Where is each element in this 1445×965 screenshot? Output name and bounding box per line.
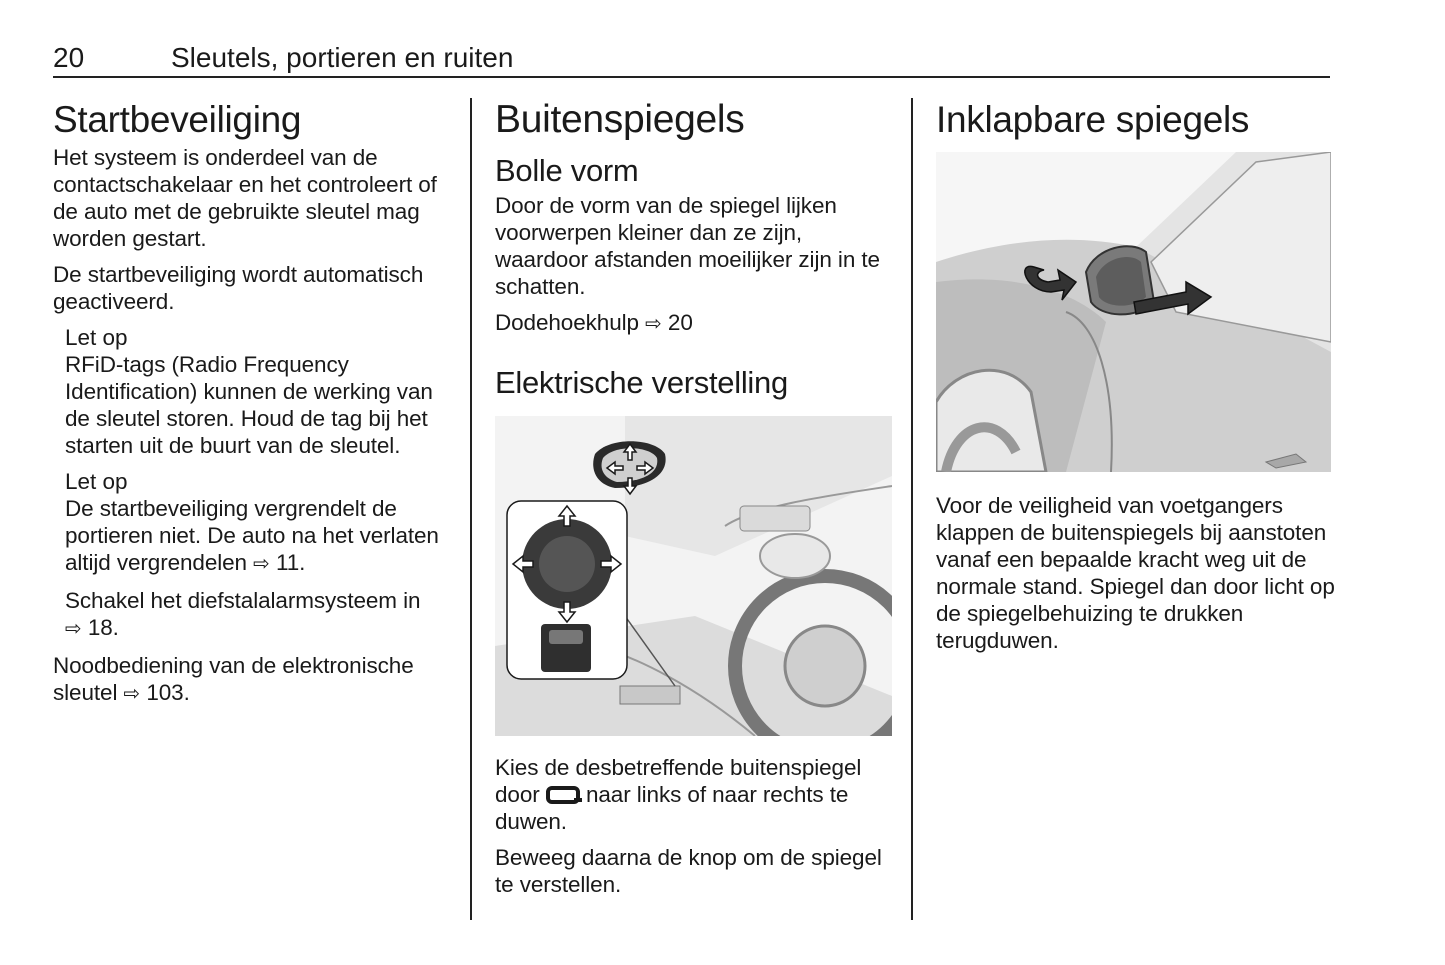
reference-arrow-icon: ⇨ (645, 313, 662, 335)
page-reference[interactable]: 18. (87, 615, 119, 640)
note-text: RFiD-tags (Radio Frequency Identification) kunnen de werking van de sleutel storen. Houd de tag bij het starten uit de buurt van de sleutel. (65, 352, 433, 458)
section-heading: Buitenspiegels (495, 98, 745, 141)
paragraph: Door de vorm van de spiegel lijken voorwerpen kleiner dan ze zijn, waardoor afstanden moeilijker zijn in te schatten. (495, 193, 880, 299)
door-panel-drawing (495, 416, 892, 736)
column-startbeveiliging (53, 96, 453, 717)
section-heading: Inklapbare spiegels (936, 99, 1250, 140)
column-divider (470, 98, 472, 920)
section-heading: Startbeveiliging (53, 99, 302, 140)
page-number: 20 (53, 42, 85, 73)
reference-arrow-icon: ⇨ (253, 553, 270, 575)
paragraph: Dodehoekhulp ⇨ 20 (495, 309, 895, 338)
subsection-heading: Elektrische verstelling (495, 365, 788, 400)
page-reference[interactable]: 11. (275, 550, 306, 575)
note-box (65, 324, 453, 643)
subsection-heading: Bolle vorm (495, 153, 639, 188)
page-reference[interactable]: 103. (146, 680, 190, 705)
mirror-control-illustration (495, 416, 892, 736)
column-divider (911, 98, 913, 920)
column-buitenspiegels (495, 96, 895, 907)
mirror-selector-icon (546, 786, 580, 804)
note-title: Let op (65, 469, 128, 494)
running-title: Sleutels, portieren en ruiten (171, 42, 514, 73)
folding-mirror-illustration (936, 152, 1331, 472)
paragraph: Voor de veiligheid van voetgangers klappen de buitenspiegels bij aanstoten vanaf een bepaalde kracht weg uit de normale stand. Spiegel dan door licht op de spiegelbehuizing te drukken terugduwen. (936, 493, 1335, 653)
note-text: De startbeveiliging vergrendelt de portieren niet. De auto na het verlaten altijd vergrendelen ⇨ 11. (65, 495, 453, 578)
column-inklapbare-spiegels (936, 96, 1336, 663)
note-title: Let op (65, 325, 128, 350)
paragraph: De startbeveiliging wordt automatisch geactiveerd. (53, 262, 424, 314)
reference-arrow-icon: ⇨ (65, 618, 82, 640)
car-mirror-drawing (936, 152, 1331, 472)
paragraph: Beweeg daarna de knop om de spiegel te verstellen. (495, 845, 882, 897)
page-reference[interactable]: 20 (667, 310, 693, 335)
note-text: Schakel het diefstalalarmsysteem in ⇨ 18. (65, 587, 453, 643)
paragraph: Kies de desbetreffende buitenspiegel door naar links of naar rechts te duwen. (495, 755, 862, 834)
paragraph: Noodbediening van de elektronische sleutel ⇨ 103. (53, 652, 453, 708)
paragraph: Het systeem is onderdeel van de contactschakelaar en het controleert of de auto met de gebruikte sleutel mag worden gestart. (53, 145, 437, 251)
reference-arrow-icon: ⇨ (123, 683, 141, 705)
page-header (53, 42, 1330, 78)
